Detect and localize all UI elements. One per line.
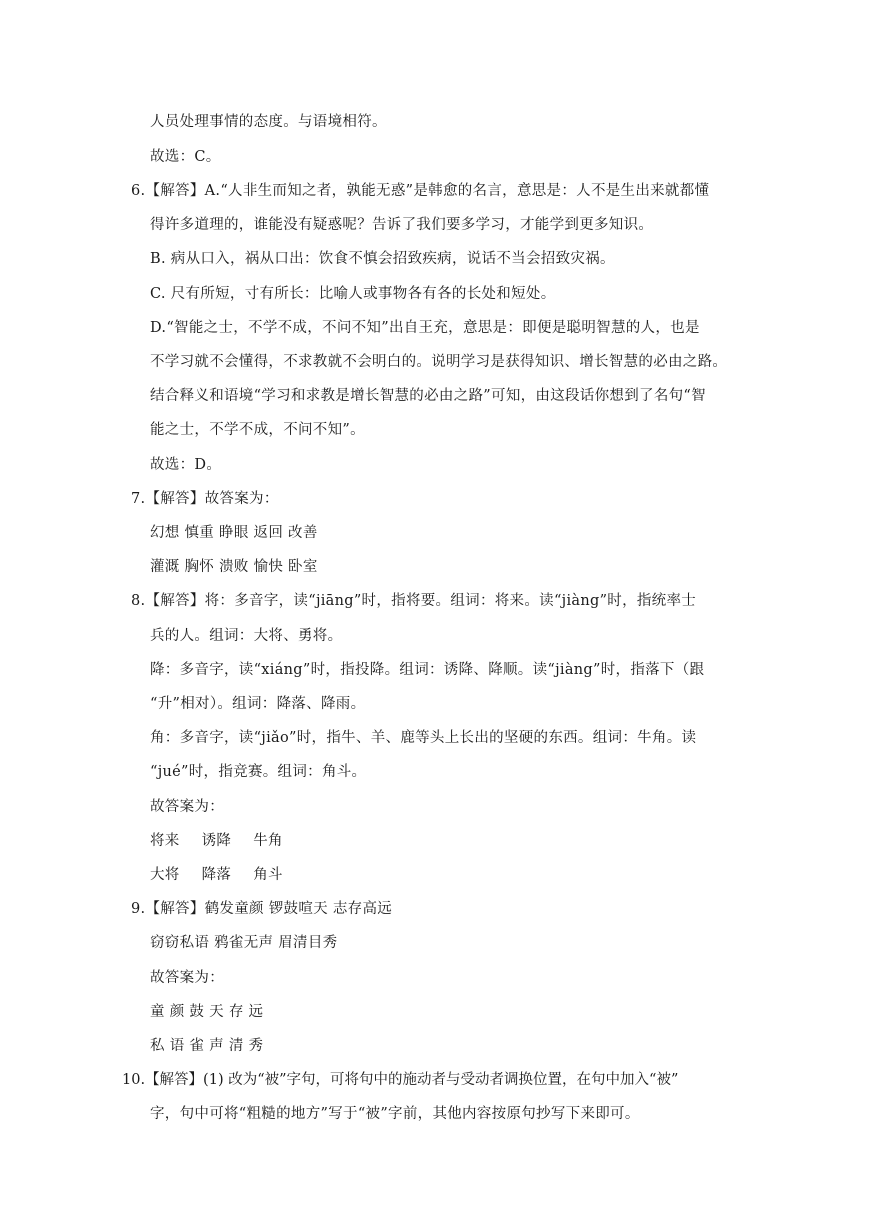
answer-word: 角斗 <box>253 867 283 883</box>
text-line: 降：多音字，读“xiáng”时，指投降。组词：诱降、降顺。读“jiàng”时，指落下（跟 <box>150 662 705 678</box>
text-line: 得许多道理的，谁能没有疑惑呢？告诉了我们要多学习，才能学到更多知识。 <box>150 217 654 233</box>
text-line: 能之士，不学不成，不问不知”。 <box>150 422 365 438</box>
text-line: 字，句中可将“粗糙的地方”写于“被”字前，其他内容按原句抄写下来即可。 <box>150 1106 640 1122</box>
text-line: 不学习就不会懂得，不求教就不会明白的。说明学习是获得知识、增长智慧的必由之路。 <box>150 354 728 370</box>
text-line: “jué”时，指竞赛。组词：角斗。 <box>150 764 367 780</box>
text-line: 人员处理事情的态度。与语境相符。 <box>150 114 387 130</box>
question-7-line: 7.【解答】故答案为： <box>131 491 279 507</box>
question-8-line: 8.【解答】将：多音字，读“jiāng”时，指将要。组词：将来。读“jiàng”时，指统率士 <box>131 593 697 609</box>
text-line: 灌溉 胸怀 溃败 愉快 卧室 <box>150 559 318 575</box>
text-line: B. 病从口入，祸从口出：饮食不慎会招致疾病，说话不当会招致灾祸。 <box>150 251 615 267</box>
text-line: D.“智能之士，不学不成，不问不知”出自王充，意思是：即便是聪明智慧的人，也是 <box>150 320 700 336</box>
text-line: 童 颜 鼓 天 存 远 <box>150 1004 264 1020</box>
answer-word: 降落 <box>201 867 232 883</box>
text-line: 窃窃私语 鸦雀无声 眉清目秀 <box>150 935 338 951</box>
text-line: 故选：C。 <box>150 149 221 165</box>
answer-row <box>150 831 283 851</box>
text-line: C. 尺有所短，寸有所长：比喻人或事物各有各的长处和短处。 <box>150 286 556 302</box>
answer-word: 将来 <box>150 833 180 849</box>
question-6-line: 6.【解答】A.“人非生而知之者，孰能无惑”是韩愈的名言，意思是：人不是生出来就都懂 <box>131 183 710 199</box>
question-10-line: 10.【解答】(1) 改为“被”字句，可将句中的施动者与受动者调换位置，在句中加入“被” <box>122 1072 679 1088</box>
text-line: “升”相对）。组词：降落、降雨。 <box>150 696 366 712</box>
text-line: 结合释义和语境“学习和求教是增长智慧的必由之路”可知，由这段话你想到了名句“智 <box>150 388 706 404</box>
question-9-line: 9.【解答】鹤发童颜 锣鼓喧天 志存高远 <box>131 901 393 917</box>
answer-word: 牛角 <box>253 833 283 849</box>
text-line: 故选：D。 <box>150 457 222 473</box>
answer-row <box>150 865 283 885</box>
text-line: 幻想 慎重 睁眼 返回 改善 <box>150 525 318 541</box>
text-line: 故答案为： <box>150 799 224 815</box>
answer-word: 诱降 <box>201 833 232 849</box>
text-line: 角：多音字，读“jiǎo”时，指牛、羊、鹿等头上长出的坚硬的东西。组词：牛角。读 <box>150 730 697 746</box>
text-line: 私 语 雀 声 清 秀 <box>150 1038 264 1054</box>
answer-word: 大将 <box>150 867 180 883</box>
text-line: 兵的人。组词：大将、勇将。 <box>150 628 343 644</box>
text-line: 故答案为： <box>150 970 224 986</box>
